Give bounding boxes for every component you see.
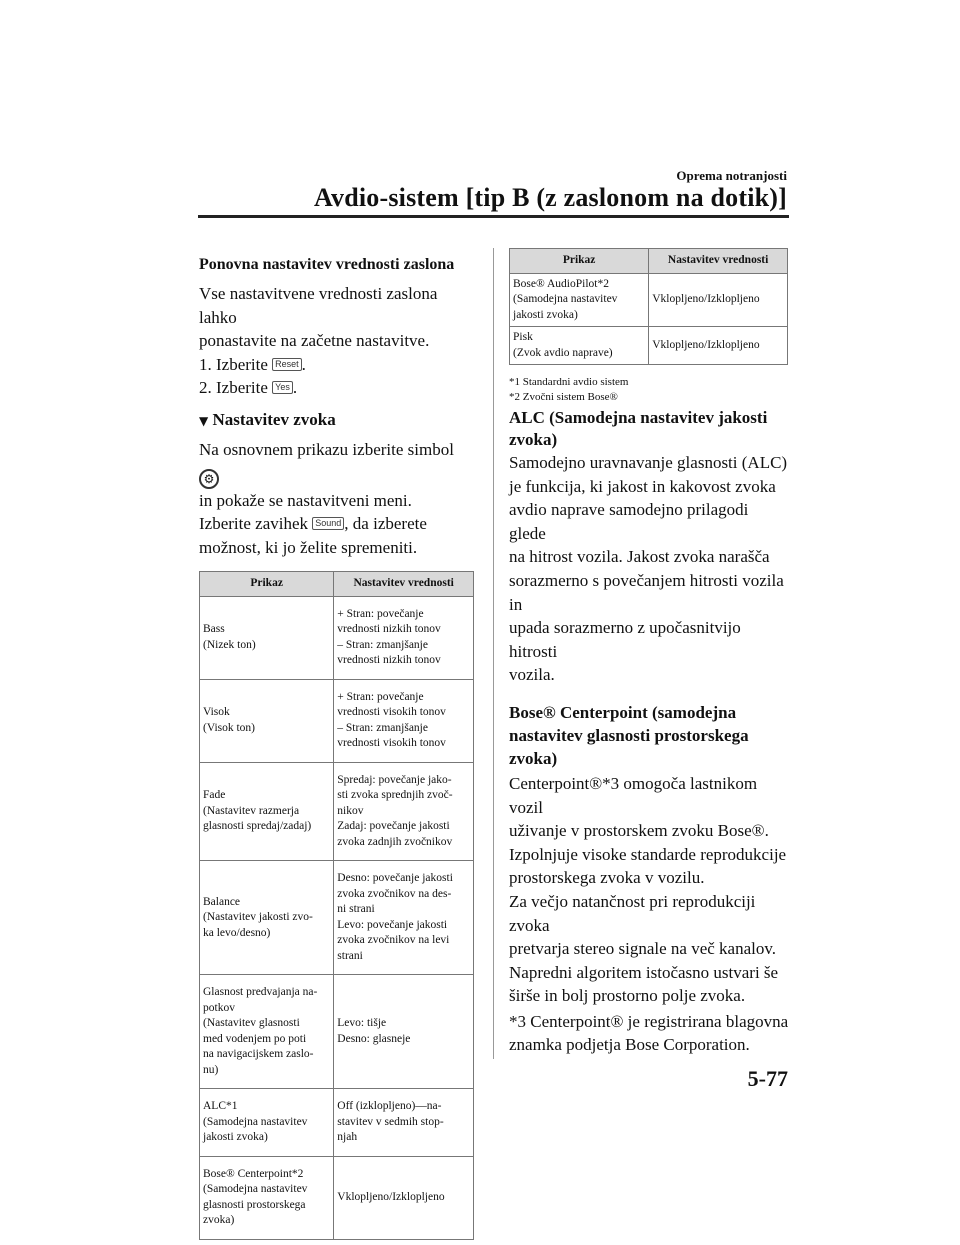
table-row <box>200 762 474 861</box>
alc-title-line: ALC (Samodejna nastavitev jakosti <box>509 408 768 427</box>
cell-line: Bose® AudioPilot*2 <box>513 277 609 290</box>
cell-line: ka levo/desno) <box>203 926 271 939</box>
table-row <box>200 861 474 975</box>
cell-line: zvoka zvočnikov na levi <box>337 934 450 947</box>
step-text: 2. Izberite <box>199 378 268 398</box>
sound-tab-button[interactable]: Sound <box>312 517 344 530</box>
value-cell <box>334 679 474 762</box>
sound-title <box>199 410 477 430</box>
cell-line: glasnosti prostorskega <box>203 1198 306 1211</box>
alc-title <box>509 407 789 451</box>
table-header <box>200 572 474 597</box>
cell-line: – Stran: zmanjšanje <box>337 638 428 651</box>
sound-line: možnost, ki jo želite spremeniti. <box>199 537 418 557</box>
sound-paragraph <box>199 438 477 559</box>
text-line: Napredni algoritem istočasno ustvari še <box>509 962 779 982</box>
text-line: Izpolnjuje visoke standarde reprodukcije <box>509 844 787 864</box>
table-row <box>200 975 474 1089</box>
cell-line: Bass <box>203 623 225 636</box>
text-line: vozila. <box>509 665 555 685</box>
value-cell <box>649 273 788 327</box>
yes-button[interactable]: Yes <box>272 381 293 394</box>
reset-paragraph <box>199 282 477 400</box>
text-line: Za večjo natančnost pri reprodukciji zvoka <box>509 891 756 935</box>
reset-title: Ponovna nastavitev vrednosti zaslona <box>199 256 455 273</box>
table-row <box>510 327 788 365</box>
column-divider <box>493 248 494 1059</box>
sound-settings-table-continued <box>509 248 788 365</box>
display-cell <box>510 327 649 365</box>
display-cell <box>200 975 334 1089</box>
table-row <box>200 679 474 762</box>
centerpoint-title-line: Bose® Centerpoint (samodejna <box>509 702 737 722</box>
text-line: Samodejno uravnavanje glasnosti (ALC) <box>509 453 788 472</box>
text-line: sorazmerno s povečanjem hitrosti vozila in <box>509 570 784 614</box>
cell-line: (Samodejna nastavitev <box>203 1183 308 1196</box>
value-cell <box>334 975 474 1089</box>
header-rule <box>198 215 789 218</box>
header-section: Oprema notranjosti <box>676 168 787 183</box>
table-row <box>200 1089 474 1157</box>
display-cell <box>200 596 334 679</box>
cell-line: vrednosti nizkih tonov <box>337 623 441 636</box>
text-line: avdio naprave samodejno prilagodi glede <box>509 500 749 543</box>
sound-line: in pokaže se nastavitveni meni. <box>199 490 412 510</box>
text-line: prostorskega zvoka v vozilu. <box>509 868 705 888</box>
cell-line: njah <box>337 1131 358 1144</box>
cell-line: + Stran: povečanje <box>337 690 424 703</box>
centerpoint-title-line: nastavitev glasnosti prostorskega zvoka) <box>509 725 749 768</box>
text-line: *3 Centerpoint® je registrirana blagovna <box>509 1011 789 1031</box>
value-cell <box>334 596 474 679</box>
value-cell <box>649 327 788 365</box>
right-column <box>509 248 789 1057</box>
reset-button[interactable]: Reset <box>272 358 302 371</box>
left-column <box>199 256 477 1240</box>
cell-line: Glasnost predvajanja na- <box>203 986 318 999</box>
step-2: 2. Izberite Yes . <box>199 378 298 398</box>
cell-line: (Nastavitev razmerja <box>203 804 300 817</box>
text-line: upada sorazmerno z upočasnitvijo hitrosti <box>509 618 741 661</box>
column-header: Nastavitev vrednosti <box>649 249 788 274</box>
cell-line: ALC*1 <box>203 1100 238 1113</box>
column-header: Nastavitev vrednosti <box>334 572 474 597</box>
sound-line: Na osnovnem prikazu izberite simbol <box>199 439 454 459</box>
cell-line: Levo: tišje <box>337 1017 387 1030</box>
table-row <box>200 1156 474 1239</box>
table-header <box>510 249 788 274</box>
gear-icon[interactable]: ⚙ <box>199 469 219 489</box>
value-cell <box>334 861 474 975</box>
centerpoint-paragraph <box>509 772 789 1008</box>
text-line: znamka podjetja Bose Corporation. <box>509 1035 750 1055</box>
cell-line: Desno: povečanje jakosti <box>337 872 453 885</box>
step-text: 1. Izberite <box>199 354 268 374</box>
column-header: Prikaz <box>510 249 649 274</box>
cell-line: Spredaj: povečanje jako- <box>337 773 452 786</box>
cell-line: sti zvoka sprednjih zvoč- <box>337 789 453 802</box>
sound-settings-table <box>199 571 474 1240</box>
cell-line: vrednosti visokih tonov <box>337 737 446 750</box>
value-cell <box>334 762 474 861</box>
table-row <box>200 596 474 679</box>
cell-line: nu) <box>203 1063 219 1076</box>
footnote-2: *2 Zvočni sistem Bose® <box>509 391 618 403</box>
display-cell <box>510 273 649 327</box>
cell-line: ni strani <box>337 903 375 916</box>
cell-line: Zadaj: povečanje jakosti <box>337 820 450 833</box>
cell-line: nikov <box>337 804 364 817</box>
page-title: Avdio-sistem [tip B (z zaslonom na dotik)] <box>313 183 787 212</box>
cell-line: – Stran: zmanjšanje <box>337 721 428 734</box>
cell-line: zvoka zvočnikov na des- <box>337 887 452 900</box>
cell-line: Bose® Centerpoint*2 <box>203 1167 304 1180</box>
text-line: pretvarja stereo signale na več kanalov. <box>509 939 776 959</box>
cell-line: Desno: glasneje <box>337 1032 411 1045</box>
display-cell <box>200 762 334 861</box>
page-number: 5-77 <box>747 1066 788 1091</box>
cell-line: Levo: povečanje jakosti <box>337 918 448 931</box>
cell-line: + Stran: povečanje <box>337 607 424 620</box>
footnote-1: *1 Standardni avdio sistem <box>509 376 629 388</box>
cell-line: med vodenjem po poti <box>203 1032 307 1045</box>
centerpoint-title <box>509 701 789 770</box>
centerpoint-note <box>509 1010 789 1057</box>
display-cell <box>200 1089 334 1157</box>
cell-line: (Zvok avdio naprave) <box>513 346 613 359</box>
cell-line: jakosti zvoka) <box>203 1131 268 1144</box>
cell-line: (Nastavitev jakosti zvo- <box>203 911 313 924</box>
cell-line: Vklopljeno/Izklopljeno <box>652 293 760 305</box>
cell-line: (Samodejna nastavitev <box>203 1115 308 1128</box>
cell-line: Pisk <box>513 331 533 343</box>
cell-line: vrednosti nizkih tonov <box>337 654 441 667</box>
step-1: 1. Izberite Reset . <box>199 354 306 374</box>
display-cell <box>200 861 334 975</box>
cell-line: potkov <box>203 1001 235 1014</box>
cell-line: jakosti zvoka) <box>513 308 578 321</box>
cell-line: zvoka) <box>203 1214 235 1227</box>
display-cell <box>200 679 334 762</box>
cell-line: (Visok ton) <box>203 721 256 734</box>
text-line: Centerpoint®*3 omogoča lastnikom vozil <box>509 773 758 817</box>
cell-line: Visok <box>203 706 230 719</box>
text-line: je funkcija, ki jakost in kakovost zvoka <box>509 476 776 496</box>
cell-line: vrednosti visokih tonov <box>337 706 446 719</box>
column-header: Prikaz <box>200 572 334 597</box>
value-cell <box>334 1156 474 1239</box>
reset-line: ponastavite na začetne nastavitve. <box>199 331 430 351</box>
display-cell <box>200 1156 334 1239</box>
cell-line: glasnosti spredaj/zadaj) <box>203 820 312 833</box>
cell-line: Vklopljeno/Izklopljeno <box>652 338 760 351</box>
cell-line: zvoka zadnjih zvočnikov <box>337 835 453 848</box>
cell-line: (Nastavitev glasnosti <box>203 1017 300 1030</box>
text-line: na hitrost vozila. Jakost zvoka narašča <box>509 547 770 567</box>
cell-line: strani <box>337 949 363 962</box>
table-row <box>510 273 788 327</box>
cell-line: stavitev v sedmih stop- <box>337 1115 444 1128</box>
cell-line: (Samodejna nastavitev <box>513 293 618 305</box>
text-line: širše in bolj prostorno polje zvoka. <box>509 986 746 1006</box>
value-cell <box>334 1089 474 1157</box>
cell-line: Off (izklopljeno)—na- <box>337 1100 442 1113</box>
cell-line: Vklopljeno/Izklopljeno <box>337 1191 445 1204</box>
reset-line: Vse nastavitvene vrednosti zaslona lahko <box>199 284 438 327</box>
text-line: uživanje v prostorskem zvoku Bose®. <box>509 821 769 841</box>
alc-paragraph <box>509 451 789 687</box>
sound-title-text: Nastavitev zvoka <box>212 409 336 429</box>
cell-line: (Nizek ton) <box>203 638 256 651</box>
cell-line: na navigacijskem zaslo- <box>203 1048 314 1061</box>
triangle-down-icon: ▼ <box>199 413 209 428</box>
cell-line: Balance <box>203 895 241 908</box>
cell-line: Fade <box>203 789 226 802</box>
alc-title-line: zvoka) <box>509 430 558 449</box>
sound-line: , da izberete <box>344 514 427 534</box>
sound-line: Izberite zavihek <box>199 514 309 534</box>
